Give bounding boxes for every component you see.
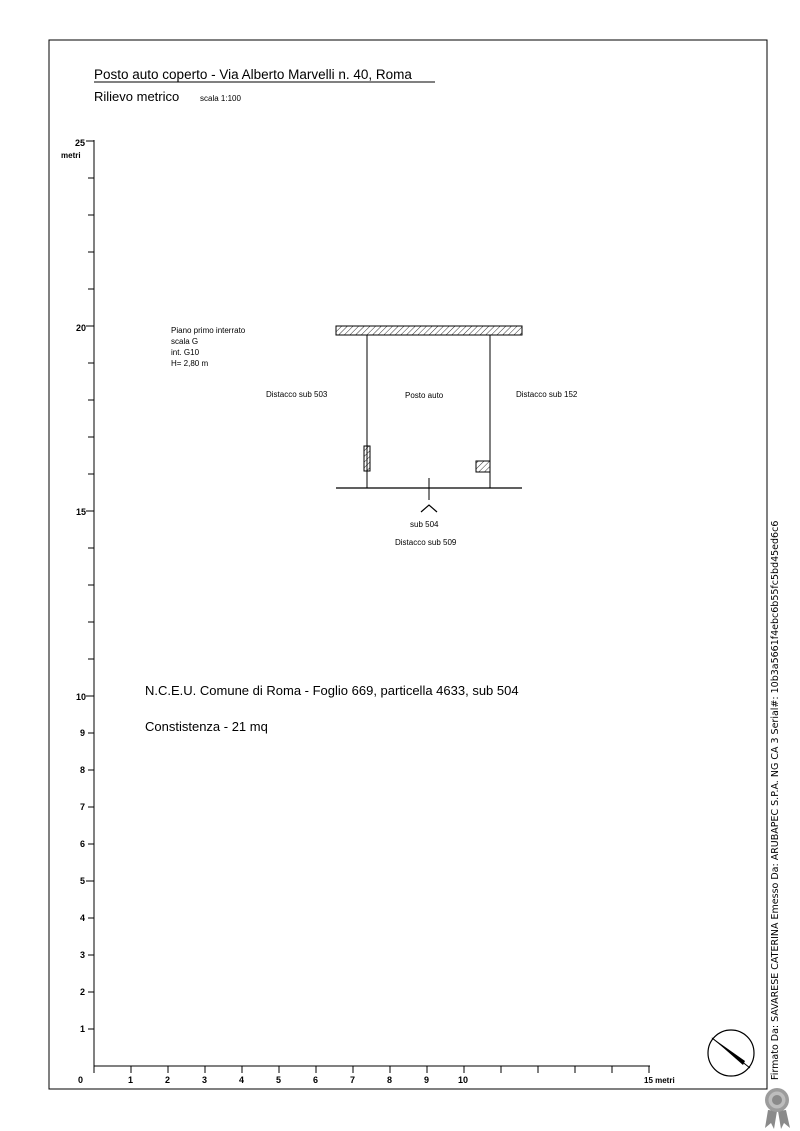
plan-note: scala G [171,337,199,346]
cadastral-reference: N.C.E.U. Comune di Roma - Foglio 669, particella 4633, sub 504 [145,683,519,698]
y-tick-label: 1 [80,1024,86,1034]
y-tick-label: 6 [80,839,86,849]
floor-plan [336,326,522,512]
label-bottom-neighbor: Distacco sub 509 [395,538,457,547]
x-tick-label: 5 [276,1075,282,1085]
y-axis-unit: metri [61,151,81,160]
label-posto-auto: Posto auto [405,391,444,400]
label-entrance: sub 504 [410,520,439,529]
x-axis-ticks [94,1066,649,1073]
x-tick-label: 2 [165,1075,171,1085]
drawing-subtitle: Rilievo metrico [94,89,180,104]
y-tick-label: 8 [80,765,86,775]
top-wall [336,326,522,335]
x-tick-label: 8 [387,1075,393,1085]
y-axis [61,138,94,1085]
x-tick-label: 6 [313,1075,319,1085]
x-tick-label: 3 [202,1075,208,1085]
label-right-neighbor: Distacco sub 152 [516,390,578,399]
label-left-neighbor: Distacco sub 503 [266,390,328,399]
drawing-title: Posto auto coperto - Via Alberto Marvelli n. 40, Roma [94,67,412,82]
north-arrow-icon [708,1030,754,1076]
y-tick-label: 20 [76,323,87,333]
x-tick-label: 1 [128,1075,134,1085]
y-tick-label: 5 [80,876,86,886]
y-tick-label: 15 [76,507,87,517]
consistenza: Constistenza - 21 mq [145,719,268,734]
y-axis-ticks [86,141,94,1029]
x-axis-end-label: 15 metri [644,1076,675,1085]
y-tick-label: 10 [76,692,87,702]
scale-label: scala 1:100 [200,94,241,103]
y-tick-label: 3 [80,950,86,960]
axis-origin-label: 0 [78,1075,84,1085]
x-axis [94,1066,675,1085]
y-tick-label: 9 [80,728,86,738]
digital-signature: Firmato Da: SAVARESE CATERINA Emesso Da: ARUBAPEC S.P.A. NG CA 3 Serial#: 10b3a5661f4ebc6b55fc5bd45ed6c6 [770,520,781,1080]
x-tick-label: 10 [458,1075,469,1085]
x-tick-label: 7 [350,1075,356,1085]
sheet-border [49,40,767,1089]
x-tick-label: 4 [239,1075,245,1085]
left-pillar [364,446,370,471]
y-tick-label: 7 [80,802,86,812]
y-tick-label: 4 [80,913,86,923]
plan-note: H= 2,80 m [171,359,209,368]
y-tick-label: 2 [80,987,86,997]
plan-note: int. G10 [171,348,200,357]
x-tick-label: 9 [424,1075,430,1085]
entrance-arrow-icon [421,505,437,512]
plan-note: Piano primo interrato [171,326,246,335]
y-tick-label: 25 [75,138,86,148]
right-pillar [476,461,490,472]
certificate-seal-icon [765,1088,790,1129]
